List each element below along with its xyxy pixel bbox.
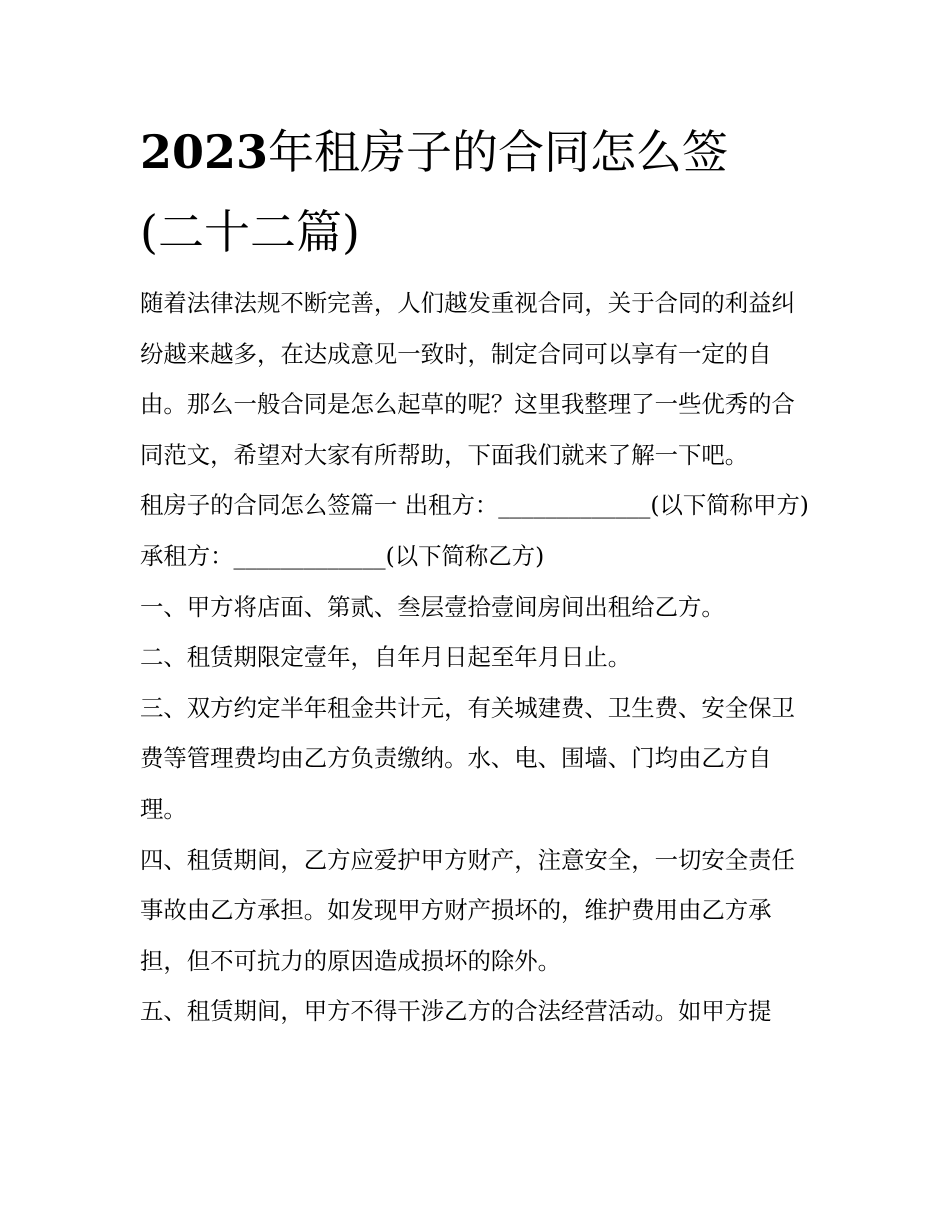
title-year: 2023 [140,125,269,179]
contract-parties-paragraph: 租房子的合同怎么签篇一 出租方：_____________(以下简称甲方) 承租方：_____________(以下简称乙方) [140,491,809,570]
document-body [140,278,812,1037]
intro-paragraph: 随着法律法规不断完善，人们越发重视合同，关于合同的利益纠纷越来越多，在达成意见一致时，制定合同可以享有一定的自由。那么一般合同是怎么起草的呢？这里我整理了一些优秀的合同范文，希望对大家有所帮助，下面我们就来了解一下吧。 [140,289,795,469]
clause-5: 五、租赁期间，甲方不得干涉乙方的合法经营活动。如甲方提 [140,997,772,1026]
clause-1: 一、甲方将店面、第贰、叁层壹拾壹间房间出租给乙方。 [140,592,725,621]
title-line2-text: (二十二篇) [140,205,360,259]
clause-3: 三、双方约定半年租金共计元，有关城建费、卫生费、安全保卫费等管理费均由乙方负责缴纳。水、电、围墙、门均由乙方自理。 [140,693,795,823]
document-title [140,112,820,272]
title-line1-text: 年租房子的合同怎么签 [268,125,729,179]
clause-2: 二、租赁期限定壹年，自年月日起至年月日止。 [140,643,632,672]
clause-4: 四、租赁期间，乙方应爱护甲方财产，注意安全，一切安全责任事故由乙方承担。如发现甲方财产损坏的，维护费用由乙方承担，但不可抗力的原因造成损坏的除外。 [140,845,795,975]
